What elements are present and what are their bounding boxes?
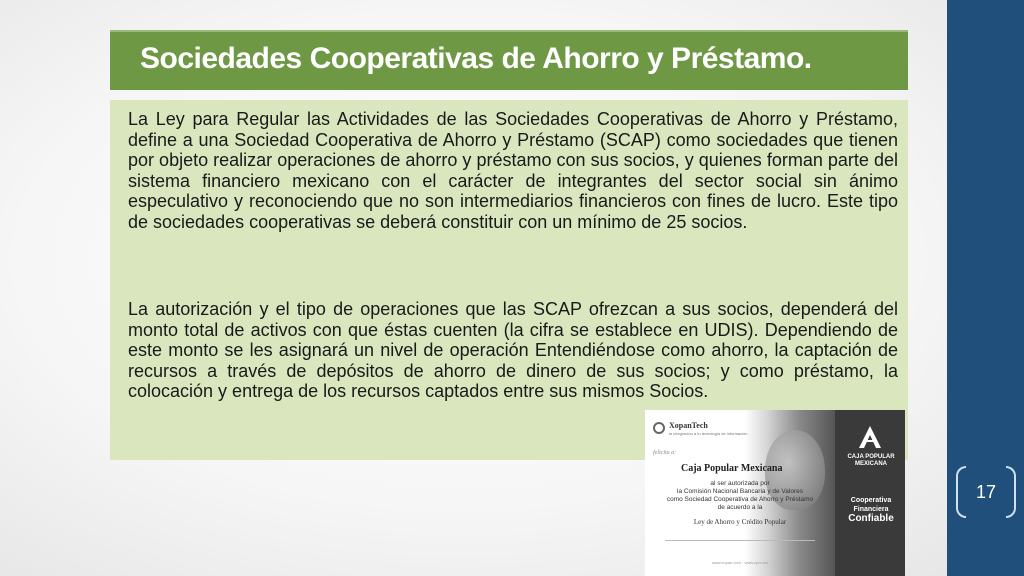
paragraph-definition: La Ley para Regular las Actividades de las Sociedades Cooperativas de Ahorro y Préstamo, define a una Sociedad Cooperativa de Ahorro y Préstamo (SCAP) como sociedades que tienen por objeto realizar operaciones de ahorro y préstamo con sus socios, y quienes forman parte del sistema financiero mexicano con el carácter de integrantes del sector social sin ánimo especulativo y reconociendo que no son intermediarios financieros con fines de lucro. Este tipo de sociedades cooperativas se deberá constituir con un mínimo de 25 socios. (128, 109, 898, 232)
advertisement-image (645, 410, 905, 576)
title-bar (110, 30, 908, 90)
ad-slogan-line-2: Financiera (853, 506, 889, 513)
ad-slogan-line-3: Confiable (848, 513, 894, 524)
ad-logo-name: XopanTech (669, 421, 708, 430)
ad-line-4: de acuerdo a la (717, 504, 763, 511)
ad-slogan-line-1: Cooperativa (850, 497, 892, 504)
ad-bank-name-line-1: CAJA POPULAR (847, 454, 895, 460)
ad-line-2: la Comisión Nacional Bancaria y de Valores (677, 488, 803, 495)
ad-line-1: al ser autorizada por (710, 480, 770, 487)
ad-divider (665, 540, 815, 541)
ad-logo-tagline: la integración a tu tecnología de información (669, 431, 748, 436)
paragraph-authorization: La autorización y el tipo de operaciones que las SCAP ofrezcan a sus socios, dependerá del monto total de activos con que éstas cuenten (la cifra se establece en UDIS). Dependiendo de este monto se les asignará un nivel de operación Entendiéndose como ahorro, la captación de recursos a través de depósitos de ahorro de dinero de sus socios; y como préstamo, la colocación y entrega de los recursos captados entre sus mismos Socios. (128, 299, 898, 401)
ad-greeting: felicita a: (653, 450, 677, 456)
ad-line-3: como Sociedad Cooperativa de Ahorro y Préstamo (666, 496, 814, 503)
ad-bank-slogan (841, 496, 901, 523)
page-number-frame (956, 466, 1016, 518)
page-number: 17 (975, 482, 997, 502)
caja-popular-logo-icon (857, 424, 883, 450)
ad-law-name: Ley de Ahorro y Crédito Popular (693, 518, 787, 526)
ad-bank-name (841, 454, 901, 468)
ad-bank-name-line-2: MEXICANA (854, 461, 887, 467)
ad-footer: www.xopan.com · www.cpm.mx (711, 560, 769, 565)
slide-title: Sociedades Cooperativas de Ahorro y Préstamo. (140, 42, 812, 75)
ad-company-name: Caja Popular Mexicana (681, 463, 783, 474)
content-box (110, 100, 908, 460)
xopantech-logo-icon (653, 422, 665, 434)
